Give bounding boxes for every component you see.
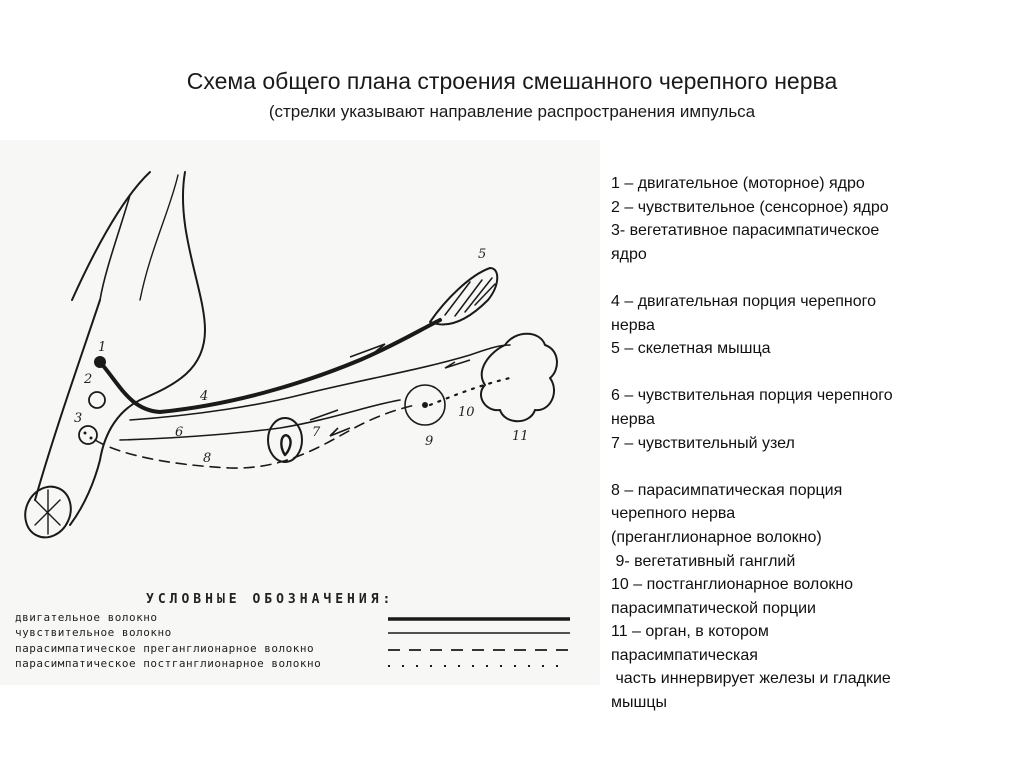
label-3: 3 — [74, 411, 83, 426]
legend-item: 7 – чувствительный узел — [611, 434, 795, 452]
label-2: 2 — [84, 372, 93, 387]
key-row-sensory: чувствительное волокно — [15, 626, 172, 639]
preganglionic-fiber — [95, 405, 415, 468]
brainstem-left-edge — [35, 300, 100, 500]
legend-item: 11 – орган, в котором — [611, 623, 769, 641]
cross-section-pattern — [35, 490, 60, 534]
legend-item: черепного нерва — [611, 505, 736, 523]
sensory-nucleus — [89, 392, 105, 408]
brainstem-outline-inner — [100, 195, 130, 300]
legend-item: мышцы — [611, 694, 667, 712]
brainstem-outline — [72, 172, 150, 300]
legend-item: (преганглионарное волокно) — [611, 528, 822, 546]
label-10: 10 — [458, 405, 475, 420]
legend-item: 2 – чувствительное (сенсорное) ядро — [611, 198, 889, 216]
key-row-motor: двигательное волокно — [15, 611, 158, 624]
skeletal-muscle-outline — [430, 268, 497, 325]
key-row-postganglionic: парасимпатическое постганглионарное волокно — [15, 657, 322, 670]
legend-item: часть иннервирует железы и гладкие — [611, 670, 891, 688]
legend-spacer — [611, 266, 1021, 290]
slide-title: Схема общего плана строения смешанного черепного нерва — [186, 68, 838, 94]
legend-list — [611, 172, 1021, 715]
sensory-neuron — [281, 435, 290, 455]
key-title: УСЛОВНЫЕ ОБОЗНАЧЕНИЯ: — [146, 592, 395, 607]
label-4: 4 — [200, 389, 209, 404]
legend-item: парасимпатическая — [611, 646, 758, 664]
label-8: 8 — [203, 451, 212, 466]
key-row-preganglionic: парасимпатическое преганглионарное волокно — [15, 642, 315, 655]
label-5: 5 — [478, 247, 487, 262]
legend-spacer — [611, 455, 1021, 479]
brainstem-curve — [140, 175, 178, 300]
legend-item: парасимпатической порции — [611, 599, 816, 617]
legend-item: нерва — [611, 410, 655, 428]
vegetative-nucleus-dot — [84, 432, 87, 435]
legend-item: ядро — [611, 245, 647, 263]
legend-item: нерва — [611, 316, 655, 334]
sensory-fiber-lower — [120, 400, 400, 440]
target-organ — [481, 334, 557, 422]
brainstem-right-edge — [70, 172, 205, 525]
postganglionic-fiber — [430, 378, 510, 405]
vegetative-nucleus-dot — [90, 437, 93, 440]
legend-item: 3- вегетативное парасимпатическое — [611, 222, 880, 240]
label-6: 6 — [175, 425, 184, 440]
legend-item: 9- вегетативный ганглий — [611, 552, 796, 570]
label-11: 11 — [512, 429, 529, 444]
legend-item: 6 – чувствительная порция черепного — [611, 387, 893, 405]
legend-item: 4 – двигательная порция черепного — [611, 292, 877, 310]
legend-spacer — [611, 361, 1021, 385]
label-7: 7 — [312, 425, 321, 440]
legend-item: 5 – скелетная мышца — [611, 340, 771, 358]
skeletal-muscle-hatching — [445, 278, 495, 316]
motor-fiber-path — [100, 320, 440, 412]
legend-item: 8 – парасимпатическая порция — [611, 481, 843, 499]
label-9: 9 — [425, 434, 434, 449]
legend-item: 1 – двигательное (моторное) ядро — [611, 175, 865, 192]
legend-item: 10 – постганглионарное волокно — [611, 576, 854, 594]
motor-nucleus — [94, 356, 106, 368]
label-1: 1 — [98, 340, 107, 355]
slide-subtitle: (стрелки указывают направление распространения импульса — [268, 102, 756, 121]
ganglion-neuron — [422, 402, 428, 408]
vegetative-nucleus — [79, 426, 97, 444]
